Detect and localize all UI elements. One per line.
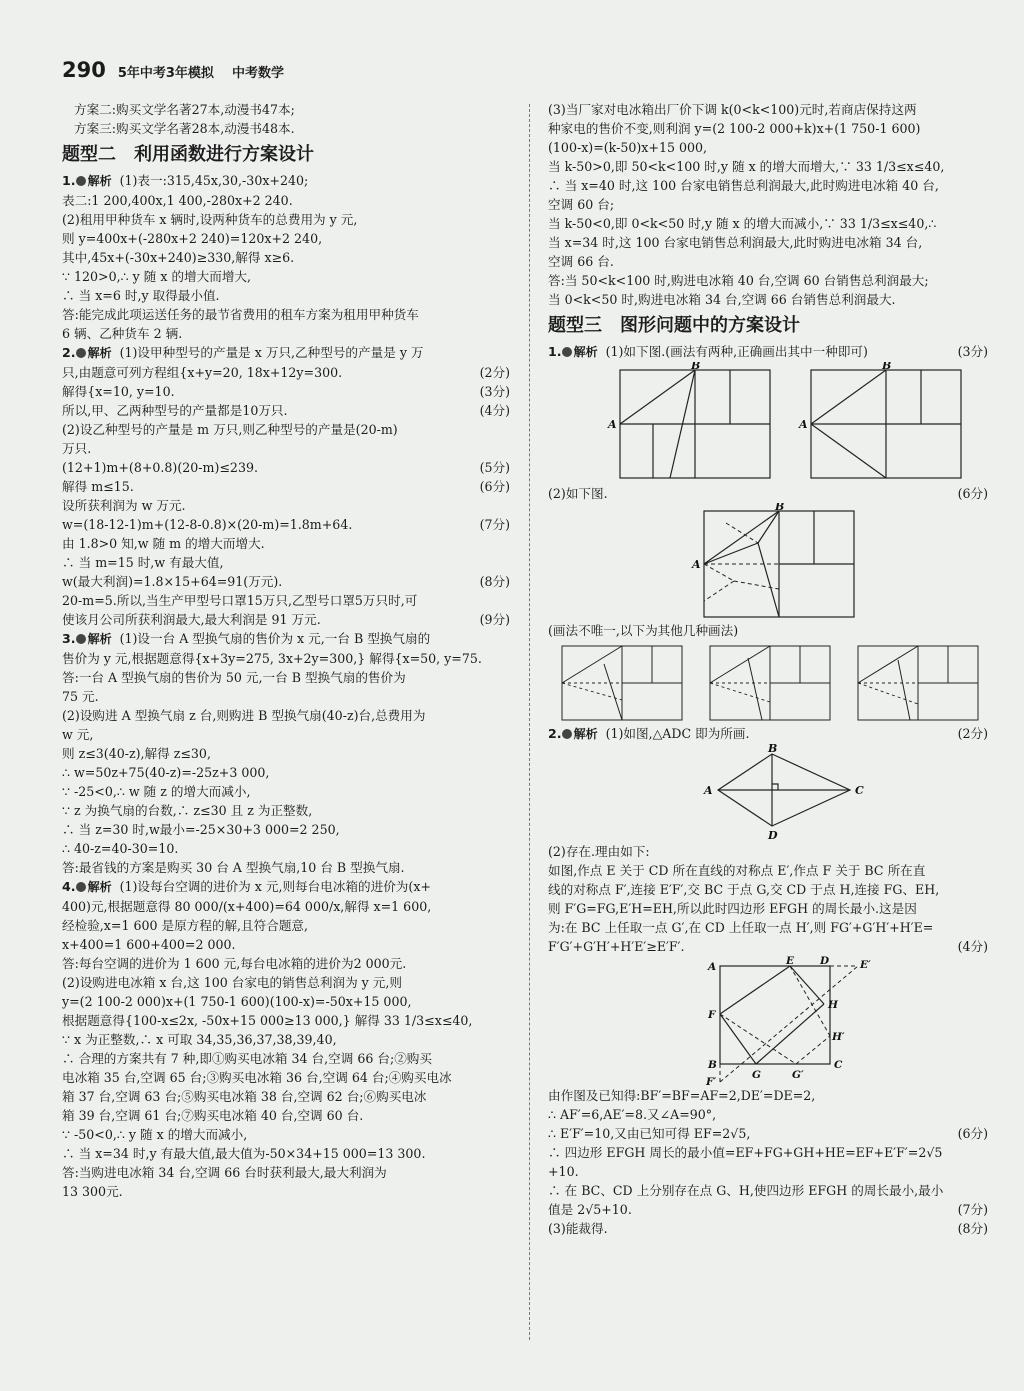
figure-label: C xyxy=(855,784,864,797)
solution-line: 答:能完成此项运送任务的最节省费用的租车方案为租用甲种货车 xyxy=(62,307,419,322)
solution-line: (2)租用甲种货车 x 辆时,设两种货车的总费用为 y 元, xyxy=(62,212,358,227)
scored-line xyxy=(62,363,510,382)
figure-label: B xyxy=(708,1059,717,1071)
analysis-tag-label: 解析 xyxy=(87,346,112,360)
analysis-tag-label: 解析 xyxy=(87,174,112,188)
solution-line: 设所获利润为 w 万元. xyxy=(62,498,186,513)
solution-line: w 元, xyxy=(62,727,94,742)
scored-line xyxy=(548,1200,988,1219)
scored-line xyxy=(62,382,510,401)
figure-line xyxy=(758,511,779,543)
right-angle-mark xyxy=(772,784,778,790)
figure-label: A xyxy=(704,784,713,797)
figure-line xyxy=(756,1004,824,1064)
figure-label: H xyxy=(828,999,838,1011)
solution-line: ∴ 40-z=40-30=10. xyxy=(62,841,179,856)
solution-line: y=(2 100-2 000)x+(1 750-1 600)(100-x)=-50x+15 000, xyxy=(62,994,412,1009)
figure-line xyxy=(720,966,790,1014)
figure-label: D xyxy=(768,829,778,842)
solution-line: (1)表一:315,45x,30,-30x+240; xyxy=(119,173,309,188)
figure-label: C xyxy=(834,1059,843,1071)
problem-number: 3. xyxy=(62,631,76,646)
solution-line: 万只. xyxy=(62,441,92,456)
q1-first-line xyxy=(548,342,988,362)
scored-line xyxy=(62,458,510,477)
analysis-tag xyxy=(562,725,598,744)
solution-line: 其中,45x+(-30x+240)≥330,解得 x≥6. xyxy=(62,250,295,265)
figure-label: E′ xyxy=(860,959,871,971)
score: (2分) xyxy=(479,365,510,380)
solution-line: ∴ 四边形 EFGH 周长的最小值=EF+FG+GH+HE=EF+E′F′=2√5 xyxy=(548,1145,943,1160)
figure-q1-part1 xyxy=(558,362,978,484)
scored-line xyxy=(548,484,988,503)
page-header xyxy=(62,58,284,84)
analysis-tag xyxy=(562,343,598,362)
figure-dashed-line xyxy=(858,683,918,704)
book-title: 5年中考3年模拟 xyxy=(117,66,214,81)
q2-first-line xyxy=(548,724,988,744)
problem-number: 1. xyxy=(62,173,76,188)
solution-line: 箱 39 台,空调 61 台;⑦购买电冰箱 40 台,空调 60 台. xyxy=(62,1108,364,1123)
problem-number: 2. xyxy=(62,345,76,360)
score: (6分) xyxy=(957,486,988,501)
problem-4-first-line xyxy=(62,877,510,897)
solution-line: 所以,甲、乙两种型号的产量都是10万只. xyxy=(62,403,288,418)
solution-line: ∴ 合理的方案共有 7 种,即①购买电冰箱 34 台,空调 66 台;②购买 xyxy=(62,1051,432,1066)
solution-line: ∴ 当 x=34 时,y 有最大值,最大值为-50×34+15 000=13 300. xyxy=(62,1146,426,1161)
analysis-tag xyxy=(76,172,112,191)
figure-line xyxy=(720,1014,756,1064)
solution-line: ∴ 当 x=40 时,这 100 台家电销售总利润最大,此时购进电冰箱 40 台, xyxy=(548,178,939,193)
analysis-tag-label: 解析 xyxy=(573,727,598,741)
solution-line: (2)设购进 A 型换气扇 z 台,则购进 B 型换气扇(40-z)台,总费用为 xyxy=(62,708,426,723)
solution-line: (100-x)=(k-50)x+15 000, xyxy=(548,140,708,155)
figure-label: A xyxy=(799,418,808,431)
solution-line: 400)元,根据题意得 80 000/(x+400)=64 000/x,解得 x=1 600, xyxy=(62,899,432,914)
solution-line: (1)设每台空调的进价为 x 元,则每台电冰箱的进价为(x+ xyxy=(119,879,431,894)
solution-line: 当 k-50<0,即 0<k<50 时,y 随 x 的增大而减小,∵ 33 1/3≤x≤40,∴ xyxy=(548,216,937,231)
solution-line: 则 y=400x+(-280x+2 240)=120x+2 240, xyxy=(62,231,323,246)
section-title: 题型二 利用函数进行方案设计 xyxy=(62,144,314,165)
solution-line: F′G′+G′H′+H′E′≥E′F′. xyxy=(548,939,685,954)
scored-line xyxy=(548,1124,988,1143)
solution-line: 解得{x=10, y=10. xyxy=(62,384,175,399)
score: (6分) xyxy=(479,479,510,494)
analysis-tag-label: 解析 xyxy=(573,345,598,359)
analysis-tag-label: 解析 xyxy=(87,632,112,646)
section-title: 题型三 图形问题中的方案设计 xyxy=(548,315,800,336)
page-number: 290 xyxy=(62,58,106,82)
solution-line: 种家电的售价不变,则利润 y=(2 100-2 000+k)x+(1 750-1 600) xyxy=(548,121,921,136)
solution-line: ∵ 120>0,∴ y 随 x 的增大而增大, xyxy=(62,269,252,284)
column-divider xyxy=(529,104,530,1340)
figure-line xyxy=(704,511,779,564)
solution-line: 使该月公司所获利润最大,最大利润是 91 万元. xyxy=(62,612,321,627)
scored-line xyxy=(548,1219,988,1238)
analysis-icon xyxy=(76,176,86,186)
solution-line: 则 F′G=FG,E′H=EH,所以此时四边形 EFGH 的周长最小.这是因 xyxy=(548,901,917,916)
solution-line: 答:当 50<k<100 时,购进电冰箱 40 台,空调 60 台销售总利润最大; xyxy=(548,273,929,288)
figure-q2-part2 xyxy=(558,956,978,1086)
figure-label: G′ xyxy=(792,1069,804,1081)
solution-line: ∴ 在 BC、CD 上分别存在点 G、H,使四边形 EFGH 的周长最小,最小 xyxy=(548,1183,944,1198)
problem-number: 4. xyxy=(62,879,76,894)
solution-line: 当 x=34 时,这 100 台家电销售总利润最大,此时购进电冰箱 34 台, xyxy=(548,235,923,250)
solution-line: (1)如图,△ADC 即为所画. xyxy=(605,726,750,741)
solution-line: 电冰箱 35 台,空调 65 台;③购买电冰箱 36 台,空调 64 台;④购买电冰 xyxy=(62,1070,452,1085)
figure-line xyxy=(811,370,886,424)
analysis-icon xyxy=(76,348,86,358)
solution-line: 根据题意得{100-x≤2x, -50x+15 000≥13 000,} 解得 33 1/3≤x≤40, xyxy=(62,1013,473,1028)
solution-line: 表二:1 200,400x,1 400,-280x+2 240. xyxy=(62,193,293,208)
intro-line: 方案二:购买文学名著27本,动漫书47本; xyxy=(74,102,295,117)
figure-line xyxy=(811,424,886,478)
figure-q1-alternatives xyxy=(548,640,988,724)
figure-q1-part2 xyxy=(558,503,978,621)
solution-line: ∵ -50<0,∴ y 随 x 的增大而减小, xyxy=(62,1127,248,1142)
analysis-tag xyxy=(76,344,112,363)
solution-line: (12+1)m+(8+0.8)(20-m)≤239. xyxy=(62,460,258,475)
figure-dashed-line xyxy=(710,683,770,702)
figure-line xyxy=(620,370,695,424)
score: (8分) xyxy=(957,1221,988,1236)
solution-line: 当 k-50>0,即 50<k<100 时,y 随 x 的增大而增大,∵ 33 1/3≤x≤40, xyxy=(548,159,945,174)
solution-line: 答:一台 A 型换气扇的售价为 50 元,一台 B 型换气扇的售价为 xyxy=(62,670,406,685)
solution-line: (2)存在.理由如下: xyxy=(548,844,650,859)
figure-dashed-line xyxy=(726,523,758,543)
solution-line: (2)设乙种型号的产量是 m 万只,则乙种型号的产量是(20-m) xyxy=(62,422,398,437)
solution-line: 线的对称点 F′,连接 E′F′,交 BC 于点 G,交 CD 于点 H,连接 FG、EH, xyxy=(548,882,940,897)
solution-line: 如图,作点 E 关于 CD 所在直线的对称点 E′,作点 F 关于 BC 所在直 xyxy=(548,863,926,878)
solution-line: 为:在 BC 上任取一点 G′,在 CD 上任取一点 H′,则 FG′+G′H′+H′E= xyxy=(548,920,934,935)
problem-number: 1. xyxy=(548,344,562,359)
score: (3分) xyxy=(957,344,988,359)
solution-line: ∴ AF′=6,AE′=8.又∠A=90°, xyxy=(548,1107,717,1122)
solution-line: 空调 60 台; xyxy=(548,197,615,212)
solution-line: ∴ 当 x=6 时,y 取得最小值. xyxy=(62,288,220,303)
scored-line xyxy=(62,610,510,629)
right-column xyxy=(548,100,988,1238)
solution-line: (1)设一台 A 型换气扇的售价为 x 元,一台 B 型换气扇的 xyxy=(119,631,431,646)
analysis-icon xyxy=(562,729,572,739)
solution-line: 值是 2√5+10. xyxy=(548,1202,632,1217)
problem-2-first-line xyxy=(62,343,510,363)
solution-line: (1)设甲种型号的产量是 x 万只,乙种型号的产量是 y 万 xyxy=(119,345,424,360)
figure-label: G xyxy=(752,1069,761,1081)
analysis-icon xyxy=(76,882,86,892)
figure-label: A xyxy=(608,418,617,431)
solution-line: ∴ w=50z+75(40-z)=-25z+3 000, xyxy=(62,765,270,780)
figure-label: E xyxy=(786,956,795,967)
solution-line: ∴ 当 z=30 时,w最小=-25×30+3 000=2 250, xyxy=(62,822,340,837)
score: (4分) xyxy=(957,939,988,954)
solution-line: 只,由题意可列方程组{x+y=20, 18x+12y=300. xyxy=(62,365,343,380)
analysis-icon xyxy=(562,347,572,357)
figure-label: B xyxy=(882,362,892,372)
solution-line: (1)如下图.(画法有两种,正确画出其中一种即可) xyxy=(605,344,868,359)
score: (7分) xyxy=(957,1202,988,1217)
solution-line: 答:每台空调的进价为 1 600 元,每台电冰箱的进价为2 000元. xyxy=(62,956,407,971)
analysis-tag-label: 解析 xyxy=(87,880,112,894)
solution-line: ∵ x 为正整数,∴ x 可取 34,35,36,37,38,39,40, xyxy=(62,1032,337,1047)
solution-line: 解得 m≤15. xyxy=(62,479,134,494)
problem-1-first-line xyxy=(62,171,510,191)
analysis-tag xyxy=(76,878,112,897)
solution-line: 售价为 y 元,根据题意得{x+3y=275, 3x+2y=300,} 解得{x=50, y=75. xyxy=(62,651,482,666)
intro-line: 方案三:购买文学名著28本,动漫书48本. xyxy=(74,121,295,136)
figure-label: B xyxy=(691,362,701,372)
solution-line: 箱 37 台,空调 63 台;⑤购买电冰箱 38 台,空调 62 台;⑥购买电冰 xyxy=(62,1089,427,1104)
solution-line: 当 0<k<50 时,购进电冰箱 34 台,空调 66 台销售总利润最大. xyxy=(548,292,896,307)
figure-line xyxy=(604,664,622,720)
solution-line: 6 辆、乙种货车 2 辆. xyxy=(62,326,183,341)
figure-label: B xyxy=(768,744,778,755)
solution-line: ∵ z 为换气扇的台数,∴ z≤30 且 z 为正整数, xyxy=(62,803,313,818)
score: (8分) xyxy=(479,574,510,589)
figure-label: F xyxy=(708,1009,716,1021)
figure-q2-part1 xyxy=(558,744,978,842)
score: (2分) xyxy=(957,726,988,741)
solution-line: +10. xyxy=(548,1164,579,1179)
solution-line: 经检验,x=1 600 是原方程的解,且符合题意, xyxy=(62,918,309,933)
solution-line: (3)能裁得. xyxy=(548,1221,608,1236)
analysis-icon xyxy=(76,634,86,644)
solution-line: (2)设购进电冰箱 x 台,这 100 台家电的销售总利润为 y 元,则 xyxy=(62,975,402,990)
scored-line xyxy=(62,477,510,496)
solution-line: 答:最省钱的方案是购买 30 台 A 型换气扇,10 台 B 型换气扇. xyxy=(62,860,405,875)
figure-label: D xyxy=(820,956,830,967)
figure-dashed-line xyxy=(704,564,734,581)
subject-title: 中考数学 xyxy=(231,66,284,81)
solution-line: w=(18-12-1)m+(12-8-0.8)×(20-m)=1.8m+64. xyxy=(62,517,353,532)
solution-line: 则 z≤3(40-z),解得 z≤30, xyxy=(62,746,211,761)
figure-line xyxy=(898,660,910,720)
figure-dashed-line xyxy=(790,966,830,1036)
problem-3-first-line xyxy=(62,629,510,649)
score: (7分) xyxy=(479,517,510,532)
solution-line: 空调 66 台. xyxy=(548,254,614,269)
solution-line: (画法不唯一,以下为其他几种画法) xyxy=(548,623,739,638)
solution-line: ∵ -25<0,∴ w 随 z 的增大而减小, xyxy=(62,784,251,799)
figure-dashed-line xyxy=(704,581,734,601)
figure-line xyxy=(748,658,762,720)
solution-line: x+400=1 600+400=2 000. xyxy=(62,937,236,952)
score: (4分) xyxy=(479,403,510,418)
score: (3分) xyxy=(479,384,510,399)
score: (5分) xyxy=(479,460,510,475)
figure-label: H′ xyxy=(832,1031,845,1043)
problem-number: 2. xyxy=(548,726,562,741)
figure-label: A xyxy=(692,558,701,571)
figure-label: F′ xyxy=(706,1076,717,1086)
solution-line: 由 1.8>0 知,w 随 m 的增大而增大. xyxy=(62,536,265,551)
solution-line: 13 300元. xyxy=(62,1184,123,1199)
figure-line xyxy=(704,543,758,564)
figure-line xyxy=(758,543,779,617)
scored-line xyxy=(62,572,510,591)
score: (6分) xyxy=(957,1126,988,1141)
left-column xyxy=(62,100,510,1201)
solution-line: 20-m=5.所以,当生产甲型号口罩15万只,乙型号口罩5万只时,可 xyxy=(62,593,418,608)
solution-line: 由作图及已知得:BF′=BF=AF=2,DE′=DE=2, xyxy=(548,1088,816,1103)
solution-line: ∴ E′F′=10,又由已知可得 EF=2√5, xyxy=(548,1126,751,1141)
figure-line xyxy=(562,646,622,683)
scored-line xyxy=(62,401,510,420)
solution-line: (2)如下图. xyxy=(548,486,608,501)
solution-line: (3)当厂家对电冰箱出厂价下调 k(0<k<100)元时,若商店保持这两 xyxy=(548,102,917,117)
solution-line: 75 元. xyxy=(62,689,99,704)
figure-label: A xyxy=(708,961,717,973)
figure-line xyxy=(710,646,770,683)
solution-line: 答:当购进电冰箱 34 台,空调 66 台时获利最大,最大利润为 xyxy=(62,1165,387,1180)
scored-line xyxy=(62,515,510,534)
figure-dashed-line xyxy=(734,581,779,589)
solution-line: w(最大利润)=1.8×15+64=91(万元). xyxy=(62,574,283,589)
figure-label: B xyxy=(775,503,785,513)
figure-line xyxy=(858,646,918,683)
analysis-tag xyxy=(76,630,112,649)
solution-line: ∴ 当 m=15 时,w 有最大值, xyxy=(62,555,224,570)
figure-dashed-line xyxy=(796,1036,830,1064)
scored-line xyxy=(548,937,988,956)
score: (9分) xyxy=(479,612,510,627)
